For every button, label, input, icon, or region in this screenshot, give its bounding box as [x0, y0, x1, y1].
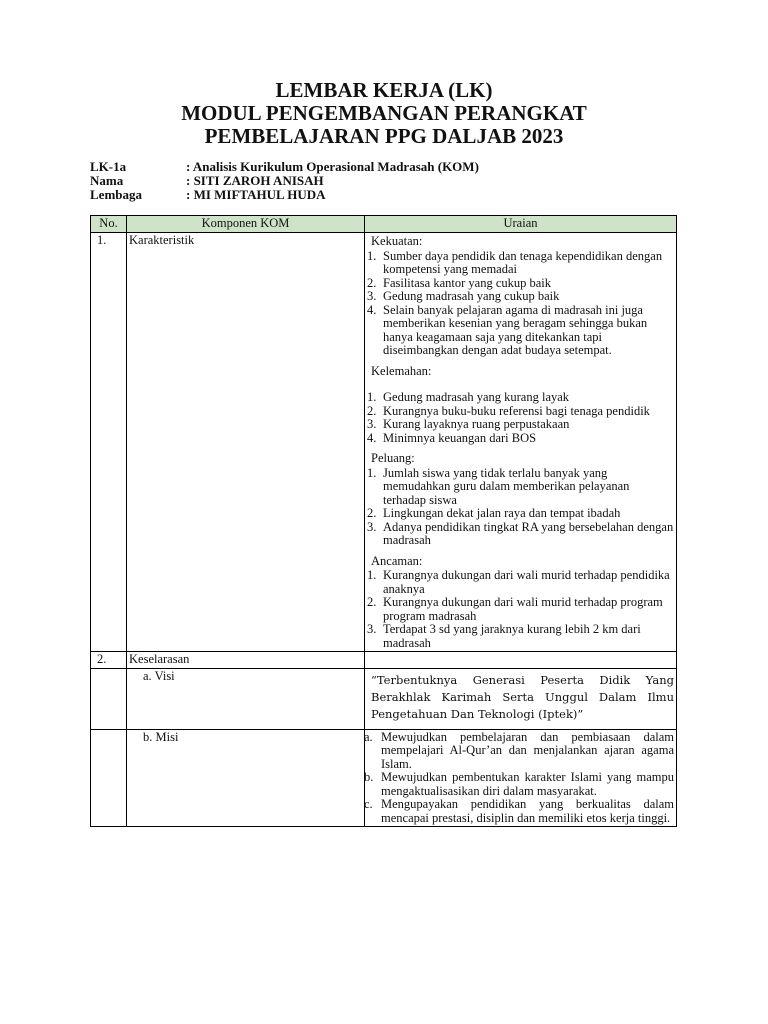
peluang-list — [367, 467, 674, 548]
meta-key: Lembaga — [90, 187, 142, 202]
row-number: 1. — [91, 233, 127, 652]
section-title: Kekuatan: — [371, 234, 423, 248]
section-title: Peluang: — [371, 451, 415, 465]
ancaman-list — [367, 569, 674, 650]
list-item: a. Mewujudkan pembelajaran dan pembiasaan dalam mempelajari Al-Qur’an dan menjalankan ajaran agama Islam. — [364, 729, 674, 771]
header-uraian: Uraian — [365, 216, 677, 233]
ancaman-section — [367, 555, 674, 651]
row-uraian — [365, 233, 677, 652]
table-row — [91, 668, 677, 729]
header-no: No. — [91, 216, 127, 233]
misi-cell — [365, 729, 677, 827]
list-item: 1. Sumber daya pendidik dan tenaga kependidikan dengan kompetensi yang memadai — [367, 248, 663, 276]
section-title: Kelemahan: — [371, 363, 432, 378]
list-item: 3. Terdapat 3 sd yang jaraknya kurang lebih 2 km dari madrasah — [367, 622, 641, 650]
header-komponen: Komponen KOM — [127, 216, 365, 233]
row-number-empty — [91, 668, 127, 729]
list-item: 1. Gedung madrasah yang kurang layak — [367, 390, 570, 404]
meta-value: : Analisis Kurikulum Operasional Madrasah (KOM) — [186, 159, 479, 174]
doc-title-line-3: PEMBELAJARAN PPG DALJAB 2023 — [204, 124, 564, 148]
row-number-empty — [91, 729, 127, 827]
kelemahan-list — [367, 391, 674, 445]
list-item: 1. Jumlah siswa yang tidak terlalu banyak yang memudahkan guru dalam memberikan pelayanan terhadap siswa — [367, 465, 630, 507]
list-item: 1. Kurangnya dukungan dari wali murid terhadap pendidika anaknya — [367, 568, 670, 596]
meta-value: : SITI ZAROH ANISAH — [186, 173, 324, 188]
list-item: 2. Fasilitasa kantor yang cukup baik — [367, 275, 552, 290]
section-title: Ancaman: — [371, 553, 423, 568]
table-row — [91, 652, 677, 669]
misi-list — [364, 729, 674, 826]
list-item: 4. Selain banyak pelajaran agama di madrasah ini juga memberikan kesenian yang beragam sehingga bukan hanya keagamaan saja yang ditekankan tapi diseimbangkan dengan adat budaya setempat. — [367, 302, 648, 357]
doc-title-line-1: LEMBAR KERJA (LK) — [275, 78, 493, 102]
misi-label: b. Misi — [127, 729, 365, 827]
list-item: 3. Adanya pendidikan tingkat RA yang bersebelahan dengan madrasah — [367, 519, 674, 547]
list-item: 3. Kurang layaknya ruang perpustakaan — [367, 417, 570, 431]
kekuatan-section — [367, 235, 674, 358]
visi-text: “Terbentuknya Generasi Peserta Didik Yang Berakhlak Karimah Serta Unggul Dalam Ilmu Pengetahuan Dan Teknologi (Iptek)” — [365, 668, 677, 729]
kom-table — [90, 215, 677, 827]
table-row — [91, 233, 677, 652]
list-item: 2. Lingkungan dekat jalan raya dan tempat ibadah — [367, 506, 621, 520]
row-component: Keselarasan — [127, 652, 365, 669]
meta-key: Nama — [90, 173, 124, 188]
kekuatan-list — [367, 250, 674, 358]
meta-key: LK-1a — [90, 159, 127, 174]
kelemahan-section — [367, 365, 674, 446]
meta-value: : MI MIFTAHUL HUDA — [186, 187, 326, 202]
list-item: c. Mengupayakan pendidikan yang berkualitas dalam mencapai prestasi, disiplin dan memiliki etos kerja tinggi. — [364, 797, 674, 825]
list-item: 4. Minimnya keuangan dari BOS — [367, 430, 537, 445]
peluang-section — [367, 452, 674, 548]
list-item: 2. Kurangnya buku-buku referensi bagi tenaga pendidik — [367, 403, 650, 418]
list-item: 2. Kurangnya dukungan dari wali murid terhadap program program madrasah — [367, 595, 663, 623]
table-header-row — [91, 216, 677, 233]
list-item: b. Mewujudkan pembentukan karakter Islami yang mampu mengaktualisasikan diri dalam masyarakat. — [364, 770, 674, 798]
row-uraian-empty — [365, 652, 677, 669]
doc-title-line-2: MODUL PENGEMBANGAN PERANGKAT — [181, 101, 587, 125]
list-item: 3. Gedung madrasah yang cukup baik — [367, 289, 560, 303]
row-number: 2. — [91, 652, 127, 669]
table-row — [91, 729, 677, 827]
row-component: Karakteristik — [127, 233, 365, 652]
visi-label: a. Visi — [127, 668, 365, 729]
